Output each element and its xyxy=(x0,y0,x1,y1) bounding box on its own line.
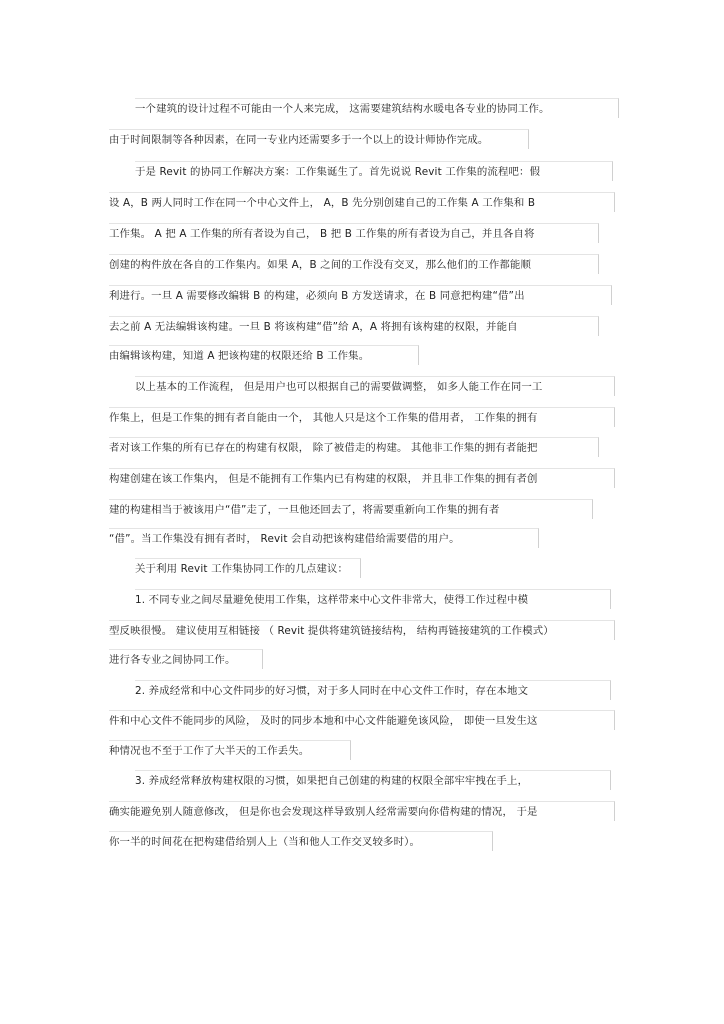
paragraph-line: 件和中心文件不能同步的风险， 及时的同步本地和中心文件能避免该风险， 即使一旦发生这 xyxy=(109,710,615,730)
paragraph-line: 作集上，但是工作集的拥有者自能由一个， 其他人只是这个工作集的借用者， 工作集的拥有 xyxy=(109,407,615,427)
paragraph-line: 种情况也不至于工作了大半天的工作丢失。 xyxy=(109,740,351,760)
paragraph-line: 2. 养成经常和中心文件同步的好习惯，对于多人同时在中心文件工作时，存在本地文 xyxy=(135,680,611,700)
paragraph-line: 确实能避免别人随意修改， 但是你也会发现这样导致别人经常需要向你借构建的情况， 于是 xyxy=(109,801,615,821)
paragraph-line: 型反映很慢。 建议使用互相链接 （ Revit 提供将建筑链接结构， 结构再链接建筑的工作模式） xyxy=(109,620,615,640)
paragraph-line: 关于利用 Revit 工作集协同工作的几点建议： xyxy=(135,558,361,578)
paragraph-line: 创建的构件放在各自的工作集内。如果 A，B 之间的工作没有交叉，那么他们的工作都能顺 xyxy=(109,254,599,274)
paragraph-line: 你一半的时间花在把构建借给别人上（当和他人工作交叉较多时）。 xyxy=(109,831,493,851)
paragraph-line: 以上基本的工作流程， 但是用户也可以根据自己的需要做调整， 如多人能工作在同一工 xyxy=(135,376,615,396)
paragraph-line: 利进行。一旦 A 需要修改编辑 B 的构建，必须向 B 方发送请求，在 B 同意把构建“借”出 xyxy=(109,285,612,305)
paragraph-line: 建的构建相当于被该用户“借”走了，一旦他还回去了，将需要重新向工作集的拥有者 xyxy=(109,499,593,519)
paragraph-line: 者对该工作集的所有已存在的构建有权限， 除了被借走的构建。 其他非工作集的拥有者能把 xyxy=(109,437,599,457)
paragraph-line: 去之前 A 无法编辑该构建。一旦 B 将该构建“借”给 A，A 将拥有该构建的权限，并能自 xyxy=(109,316,599,336)
paragraph-line: 构建创建在该工作集内， 但是不能拥有工作集内已有构建的权限， 并且非工作集的拥有者创 xyxy=(109,468,615,488)
paragraph-line: 3. 养成经常释放构建权限的习惯，如果把自己创建的构建的权限全部牢牢拽在手上， xyxy=(135,770,611,790)
paragraph-line: 一个建筑的设计过程不可能由一个人来完成， 这需要建筑结构水暖电各专业的协同工作。 xyxy=(135,98,619,118)
paragraph-line: 设 A，B 两人同时工作在同一个中心文件上， A，B 先分别创建自己的工作集 A 工作集和 B xyxy=(109,192,615,212)
paragraph-line: 由于时间限制等各种因素，在同一专业内还需要多于一个以上的设计师协作完成。 xyxy=(109,129,529,149)
paragraph-line: 由编辑该构建，知道 A 把该构建的权限还给 B 工作集。 xyxy=(109,345,419,365)
paragraph-line: 1. 不同专业之间尽量避免使用工作集，这样带来中心文件非常大，使得工作过程中模 xyxy=(135,589,611,609)
paragraph-line: 工作集。 A 把 A 工作集的所有者设为自己， B 把 B 工作集的所有者设为自己，并且各自将 xyxy=(109,223,599,243)
paragraph-line: “借”。当工作集没有拥有者时， Revit 会自动把该构建借给需要借的用户。 xyxy=(109,528,539,548)
paragraph-line: 于是 Revit 的协同工作解决方案：工作集诞生了。首先说说 Revit 工作集的流程吧：假 xyxy=(135,161,613,181)
paragraph-line: 进行各专业之间协同工作。 xyxy=(109,649,263,669)
